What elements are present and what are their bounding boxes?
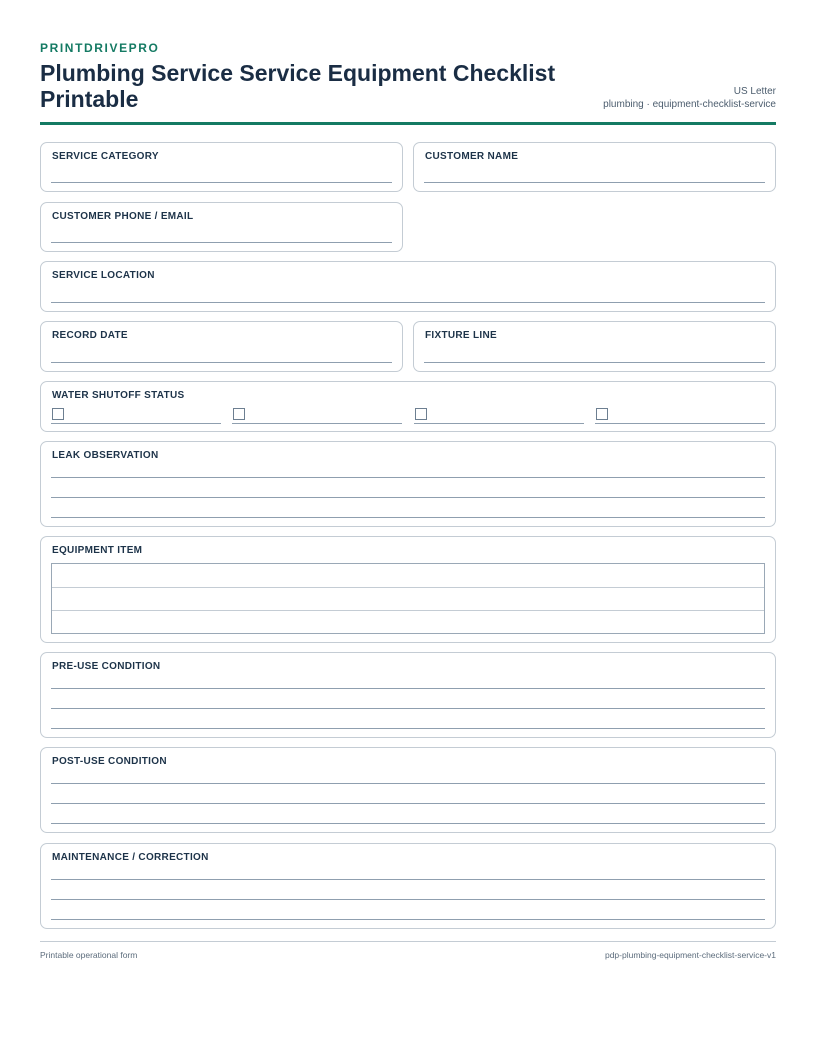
leak-observation-section — [40, 441, 776, 527]
table-row-divider — [52, 610, 764, 611]
service-category-label: SERVICE CATEGORY — [52, 151, 159, 162]
fixture-line-label: FIXTURE LINE — [425, 330, 497, 341]
post-use-condition-line[interactable] — [51, 783, 765, 784]
table-row-divider — [52, 587, 764, 588]
service-location-section — [40, 261, 776, 312]
pre-use-condition-section — [40, 652, 776, 738]
post-use-condition-line[interactable] — [51, 823, 765, 824]
fixture-line-section — [413, 321, 776, 372]
pre-use-condition-label: PRE-USE CONDITION — [52, 661, 161, 672]
leak-observation-line[interactable] — [51, 497, 765, 498]
footer-form-id: pdp-plumbing-equipment-checklist-service-v1 — [604, 950, 776, 960]
water-shutoff-status-section — [40, 381, 776, 432]
footer-description: Printable operational form — [40, 950, 138, 960]
shutoff-option-3-checkbox[interactable] — [415, 408, 427, 420]
service-location-label: SERVICE LOCATION — [52, 270, 155, 281]
water-shutoff-status-label: WATER SHUTOFF STATUS — [52, 390, 185, 401]
paper-size: US Letter — [733, 86, 776, 97]
leak-observation-line[interactable] — [51, 517, 765, 518]
leak-observation-label: LEAK OBSERVATION — [52, 450, 159, 461]
brand-name: PRINTDRIVEPRO — [40, 41, 160, 55]
maintenance-correction-line[interactable] — [51, 899, 765, 900]
shutoff-option-2-field[interactable] — [232, 423, 402, 424]
customer-name-field[interactable] — [424, 182, 765, 183]
pre-use-condition-line[interactable] — [51, 728, 765, 729]
equipment-item-section — [40, 536, 776, 643]
shutoff-option-4-checkbox[interactable] — [596, 408, 608, 420]
equipment-item-table[interactable] — [51, 563, 765, 634]
footer-divider — [40, 941, 776, 942]
customer-contact-label: CUSTOMER PHONE / EMAIL — [52, 211, 194, 222]
page-title: Plumbing Service Service Equipment Checklist Printable — [40, 60, 556, 112]
shutoff-option-1-checkbox[interactable] — [52, 408, 64, 420]
service-category-field[interactable] — [51, 182, 392, 183]
leak-observation-line[interactable] — [51, 477, 765, 478]
shutoff-option-2-checkbox[interactable] — [233, 408, 245, 420]
header-divider — [40, 122, 776, 125]
customer-contact-section — [40, 202, 403, 252]
service-category-section — [40, 142, 403, 192]
post-use-condition-line[interactable] — [51, 803, 765, 804]
maintenance-correction-line[interactable] — [51, 879, 765, 880]
customer-name-section — [413, 142, 776, 192]
fixture-line-field[interactable] — [424, 362, 765, 363]
post-use-condition-section — [40, 747, 776, 833]
page-meta — [603, 85, 776, 111]
maintenance-correction-label: MAINTENANCE / CORRECTION — [52, 852, 209, 863]
pre-use-condition-line[interactable] — [51, 688, 765, 689]
maintenance-correction-line[interactable] — [51, 919, 765, 920]
equipment-item-label: EQUIPMENT ITEM — [52, 545, 143, 556]
shutoff-option-3-field[interactable] — [414, 423, 584, 424]
maintenance-correction-section — [40, 843, 776, 929]
customer-contact-field[interactable] — [51, 242, 392, 243]
shutoff-option-4-field[interactable] — [595, 423, 765, 424]
record-date-section — [40, 321, 403, 372]
record-date-field[interactable] — [51, 362, 392, 363]
post-use-condition-label: POST-USE CONDITION — [52, 756, 167, 767]
form-tags: plumbing · equipment-checklist-service — [603, 99, 776, 110]
service-location-field[interactable] — [51, 302, 765, 303]
record-date-label: RECORD DATE — [52, 330, 128, 341]
customer-name-label: CUSTOMER NAME — [425, 151, 519, 162]
pre-use-condition-line[interactable] — [51, 708, 765, 709]
shutoff-option-1-field[interactable] — [51, 423, 221, 424]
